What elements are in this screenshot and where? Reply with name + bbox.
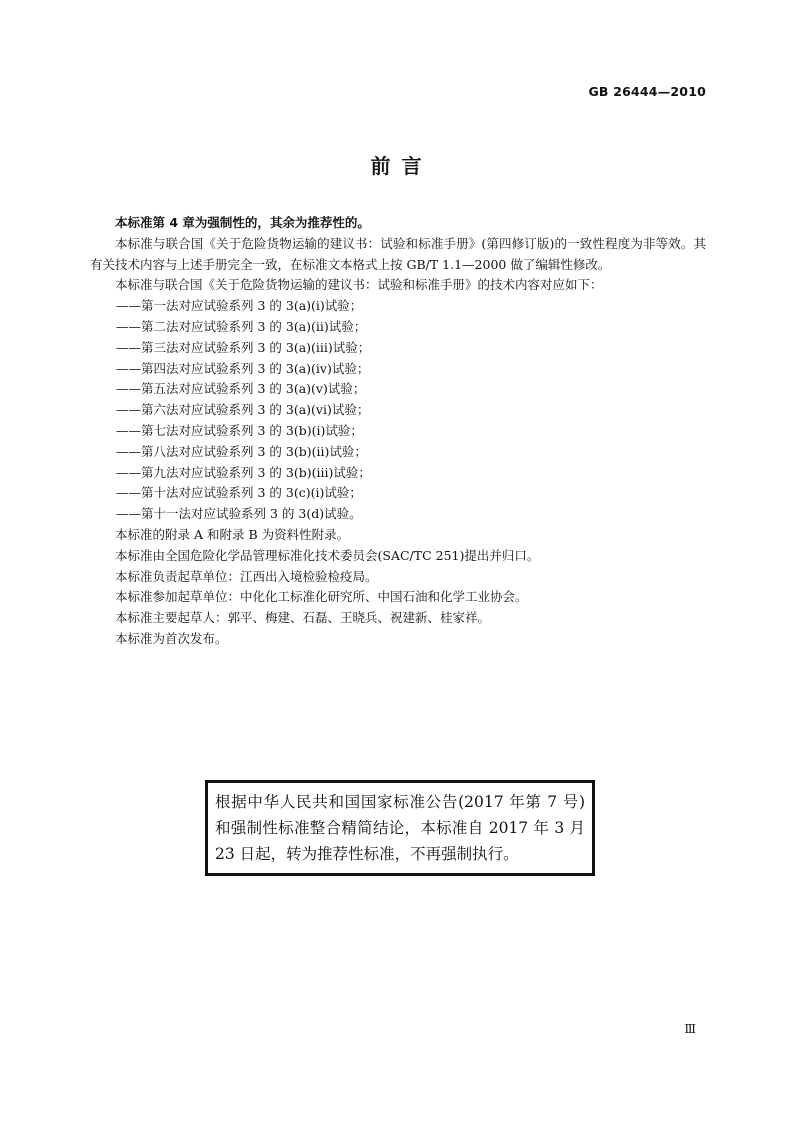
paragraph-lead-drafter: 本标准负责起草单位：江西出入境检验检疫局。: [115, 568, 378, 584]
paragraph-equivalence: 本标准与联合国《关于危险货物运输的建议书：试验和标准手册》(第四修订版)的一致性程度为非等效。其有关技术内容与上述手册完全一致，在标准文本格式上按 GB/T 1.1—2000 做了编辑性修改。: [90, 235, 706, 272]
paragraph-main-drafters: 本标准主要起草人：郭平、梅建、石磊、王晓兵、祝建新、桂家祥。: [115, 610, 491, 626]
notice-box: 根据中华人民共和国国家标准公告(2017 年第 7 号)和强制性标准整合精简结论，本标准自 2017 年 3 月 23 日起，转为推荐性标准，不再强制执行。: [205, 780, 595, 876]
list-item: ——第八法对应试验系列 3 的 3(b)(ii)试验；: [116, 443, 367, 459]
list-item: ——第五法对应试验系列 3 的 3(a)(v)试验；: [116, 381, 366, 397]
foreword-body: [90, 213, 706, 650]
list-item: ——第六法对应试验系列 3 的 3(a)(vi)试验；: [116, 402, 370, 418]
list-item: ——第二法对应试验系列 3 的 3(a)(ii)试验；: [116, 318, 367, 334]
standard-code: GB 26444—2010: [588, 84, 706, 99]
correspondence-list: [90, 296, 706, 525]
paragraph-correspondence: 本标准与联合国《关于危险货物运输的建议书：试验和标准手册》的技术内容对应如下：: [115, 277, 603, 293]
list-item: ——第十法对应试验系列 3 的 3(c)(i)试验；: [116, 485, 362, 501]
list-item: ——第十一法对应试验系列 3 的 3(d)试验。: [116, 506, 362, 522]
paragraph-participating-drafters: 本标准参加起草单位：中化化工标准化研究所、中国石油和化学工业协会。: [115, 589, 528, 605]
page-title: 前 言: [370, 154, 424, 178]
list-item: ——第七法对应试验系列 3 的 3(b)(i)试验；: [116, 422, 363, 438]
list-item: ——第九法对应试验系列 3 的 3(b)(iii)试验；: [116, 464, 371, 480]
paragraph-proposer: 本标准由全国危险化学品管理标准化技术委员会(SAC/TC 251)提出并归口。: [115, 547, 540, 563]
list-item: ——第三法对应试验系列 3 的 3(a)(iii)试验；: [116, 339, 371, 355]
list-item: ——第四法对应试验系列 3 的 3(a)(iv)试验；: [116, 360, 370, 376]
list-item: ——第一法对应试验系列 3 的 3(a)(i)试验；: [116, 298, 363, 314]
page-number: Ⅲ: [684, 1022, 696, 1036]
paragraph-first-release: 本标准为首次发布。: [115, 630, 228, 646]
paragraph-appendix: 本标准的附录 A 和附录 B 为资料性附录。: [115, 526, 350, 542]
paragraph-mandatory-note: 本标准第 4 章为强制性的，其余为推荐性的。: [115, 215, 370, 230]
